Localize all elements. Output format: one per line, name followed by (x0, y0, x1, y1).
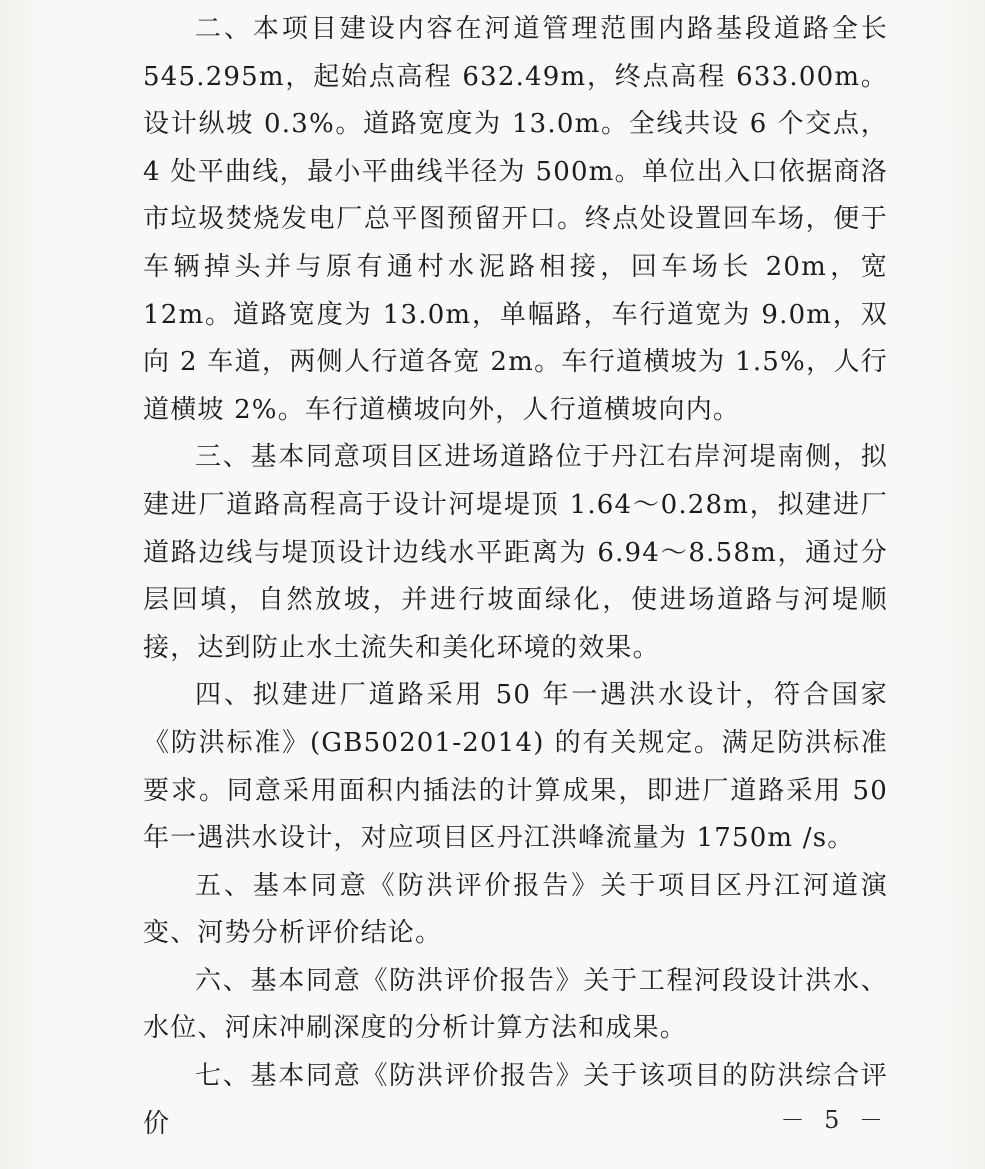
paragraph-4-flood-standard: 四、拟建进厂道路采用 50 年一遇洪水设计，符合国家《防洪标准》(GB50201-2014) 的有关规定。满足防洪标准要求。同意采用面积内插法的计算成果，即进厂道路采用 50 年一遇洪水设计，对应项目区丹江洪峰流量为 1750m /s。 (143, 680, 888, 854)
paragraph-2-road-specs: 二、本项目建设内容在河道管理范围内路基段道路全长545.295m，起始点高程 632.49m，终点高程 633.00m。设计纵坡 0.3%。道路宽度为 13.0m。全线共设 6 个交点，4 处平曲线，最小平曲线半径为 500m。单位出入口依据商洛市垃圾焚烧发电厂总平图预留开口。终点处设置回车场，便于车辆掉头并与原有通村水泥路相接，回车场长 20m，宽 12m。道路宽度为 13.0m，单幅路，车行道宽为 9.0m，双向 2 车道，两侧人行道各宽 2m。车行道横坡为 1.5%，人行道横坡 2%。车行道横坡向外，人行道横坡向内。 (143, 14, 888, 425)
paragraph-3-embankment: 三、基本同意项目区进场道路位于丹江右岸河堤南侧，拟建进厂道路高程高于设计河堤堤顶 1.64～0.28m，拟建进厂道路边线与堤顶设计边线水平距离为 6.94～8.58m，通过分层回填，自然放坡，并进行坡面绿化，使进场道路与河堤顺接，达到防止水土流失和美化环境的效果。 (143, 442, 888, 663)
paragraph-7-comprehensive-evaluation: 七、基本同意《防洪评价报告》关于该项目的防洪综合评价 (143, 1061, 888, 1139)
paragraph-5-river-evolution: 五、基本同意《防洪评价报告》关于项目区丹江河道演变、河势分析评价结论。 (143, 870, 888, 949)
body-text (143, 6, 888, 1148)
paragraph-6-design-flood: 六、基本同意《防洪评价报告》关于工程河段设计洪水、水位、河床冲刷深度的分析计算方法和成果。 (143, 965, 888, 1044)
page-number: － 5 － (780, 1106, 889, 1134)
